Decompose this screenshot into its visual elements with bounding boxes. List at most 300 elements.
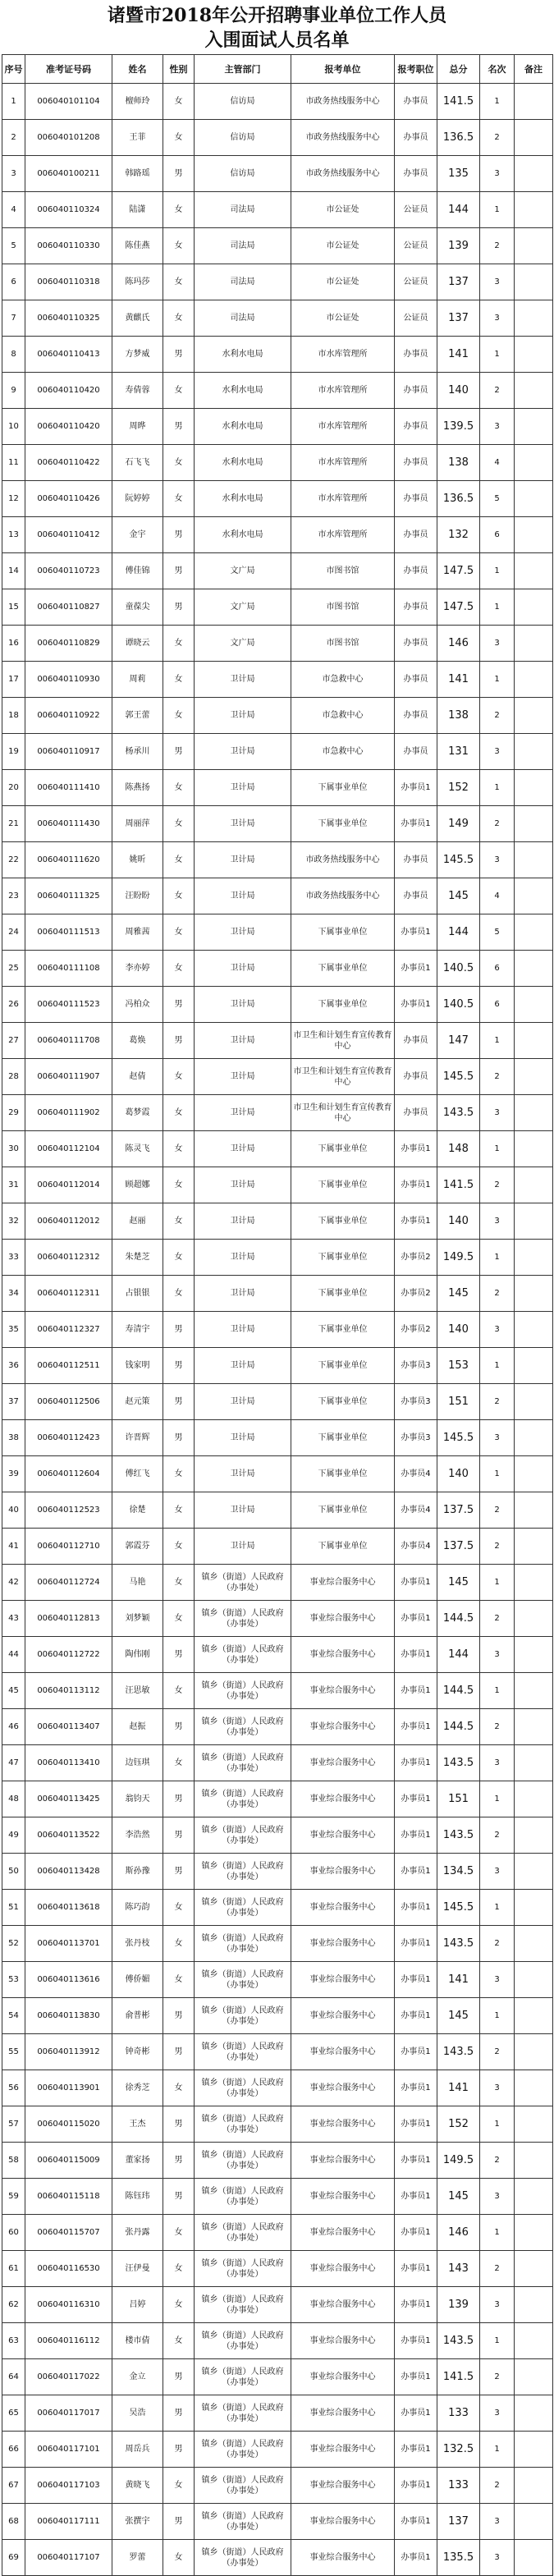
cell-name: 周莉 <box>112 662 163 698</box>
cell-index: 13 <box>2 517 25 553</box>
cell-score: 141 <box>437 662 480 698</box>
cell-exam-number: 006040117101 <box>25 2432 112 2468</box>
cell-gender: 女 <box>163 192 195 228</box>
cell-remark <box>515 2034 553 2070</box>
cell-exam-number: 006040115009 <box>25 2143 112 2179</box>
table-row <box>2 2323 553 2359</box>
cell-unit: 市水库管理所 <box>291 409 395 445</box>
cell-remark <box>515 2070 553 2106</box>
table-row <box>2 2034 553 2070</box>
cell-gender: 女 <box>163 481 195 517</box>
cell-unit: 事业综合服务中心 <box>291 2540 395 2576</box>
cell-gender: 女 <box>163 2251 195 2287</box>
cell-score: 145 <box>437 1998 480 2034</box>
table-row <box>2 1565 553 1601</box>
cell-remark <box>515 2143 553 2179</box>
cell-exam-number: 006040113407 <box>25 1709 112 1745</box>
cell-unit: 下属事业单位 <box>291 951 395 987</box>
cell-remark <box>515 1781 553 1817</box>
cell-department: 卫计局 <box>195 878 291 914</box>
cell-exam-number: 006040113830 <box>25 1998 112 2034</box>
cell-index: 8 <box>2 337 25 373</box>
cell-rank: 3 <box>480 409 515 445</box>
table-row <box>2 2540 553 2576</box>
cell-remark <box>515 987 553 1023</box>
table-row <box>2 337 553 373</box>
cell-remark <box>515 2504 553 2540</box>
cell-name: 杨承川 <box>112 734 163 770</box>
cell-exam-number: 006040112423 <box>25 1420 112 1456</box>
cell-gender: 女 <box>163 1131 195 1167</box>
cell-remark <box>515 1601 553 1637</box>
cell-department: 司法局 <box>195 192 291 228</box>
cell-score: 147.5 <box>437 589 480 626</box>
cell-name: 郭王蕾 <box>112 698 163 734</box>
cell-name: 谭晓云 <box>112 626 163 662</box>
cell-department: 卫计局 <box>195 770 291 806</box>
cell-position: 办事员1 <box>395 1781 437 1817</box>
cell-unit: 事业综合服务中心 <box>291 1854 395 1890</box>
cell-position: 办事员1 <box>395 2468 437 2504</box>
cell-index: 16 <box>2 626 25 662</box>
cell-exam-number: 006040112523 <box>25 1492 112 1529</box>
cell-unit: 下属事业单位 <box>291 987 395 1023</box>
table-row <box>2 1167 553 1203</box>
cell-gender: 女 <box>163 1673 195 1709</box>
cell-unit: 下属事业单位 <box>291 1276 395 1312</box>
cell-remark <box>515 481 553 517</box>
cell-position: 办事员1 <box>395 1890 437 1926</box>
cell-rank: 1 <box>480 1890 515 1926</box>
table-row <box>2 2251 553 2287</box>
cell-exam-number: 006040111523 <box>25 987 112 1023</box>
cell-gender: 男 <box>163 2106 195 2143</box>
cell-unit: 市水库管理所 <box>291 517 395 553</box>
cell-name: 边钰琪 <box>112 1745 163 1781</box>
cell-exam-number: 006040112813 <box>25 1601 112 1637</box>
cell-exam-number: 006040116310 <box>25 2287 112 2323</box>
table-row <box>2 2395 553 2432</box>
cell-score: 148 <box>437 1131 480 1167</box>
cell-unit: 市政务热线服务中心 <box>291 878 395 914</box>
cell-unit: 事业综合服务中心 <box>291 1709 395 1745</box>
cell-name: 陈玛莎 <box>112 264 163 300</box>
cell-index: 67 <box>2 2468 25 2504</box>
cell-index: 35 <box>2 1312 25 1348</box>
cell-position: 办事员1 <box>395 1131 437 1167</box>
cell-position: 办事员 <box>395 120 437 156</box>
cell-rank: 1 <box>480 2215 515 2251</box>
cell-score: 149 <box>437 806 480 842</box>
cell-department: 卫计局 <box>195 806 291 842</box>
cell-remark <box>515 1565 553 1601</box>
cell-unit: 下属事业单位 <box>291 770 395 806</box>
cell-exam-number: 006040110922 <box>25 698 112 734</box>
cell-score: 145.5 <box>437 1059 480 1095</box>
cell-exam-number: 006040113428 <box>25 1854 112 1890</box>
table-row <box>2 2106 553 2143</box>
table-row <box>2 1492 553 1529</box>
cell-score: 140 <box>437 1456 480 1492</box>
cell-position: 办事员 <box>395 481 437 517</box>
cell-position: 办事员4 <box>395 1456 437 1492</box>
cell-index: 27 <box>2 1023 25 1059</box>
candidate-table <box>2 54 553 2576</box>
cell-exam-number: 006040110829 <box>25 626 112 662</box>
cell-remark <box>515 84 553 120</box>
cell-name: 刘梦颖 <box>112 1601 163 1637</box>
cell-index: 38 <box>2 1420 25 1456</box>
cell-unit: 下属事业单位 <box>291 1384 395 1420</box>
cell-unit: 市公证处 <box>291 192 395 228</box>
table-row <box>2 373 553 409</box>
cell-rank: 2 <box>480 2359 515 2395</box>
cell-gender: 男 <box>163 1781 195 1817</box>
cell-exam-number: 006040112311 <box>25 1276 112 1312</box>
cell-department: 卫计局 <box>195 1420 291 1456</box>
cell-score: 152 <box>437 770 480 806</box>
table-row <box>2 300 553 337</box>
cell-remark <box>515 914 553 951</box>
cell-index: 40 <box>2 1492 25 1529</box>
table-body <box>2 84 553 2576</box>
cell-unit: 事业综合服务中心 <box>291 1998 395 2034</box>
cell-name: 赵振 <box>112 1709 163 1745</box>
table-row <box>2 228 553 264</box>
cell-unit: 事业综合服务中心 <box>291 1601 395 1637</box>
cell-score: 137.5 <box>437 1529 480 1565</box>
cell-name: 俞普彬 <box>112 1998 163 2034</box>
cell-score: 140.5 <box>437 987 480 1023</box>
table-row <box>2 1456 553 1492</box>
cell-exam-number: 006040113112 <box>25 1673 112 1709</box>
table-row <box>2 1384 553 1420</box>
cell-index: 53 <box>2 1962 25 1998</box>
cell-gender: 女 <box>163 842 195 878</box>
cell-position: 办事员1 <box>395 770 437 806</box>
cell-unit: 事业综合服务中心 <box>291 2468 395 2504</box>
cell-index: 24 <box>2 914 25 951</box>
cell-unit: 事业综合服务中心 <box>291 2251 395 2287</box>
cell-remark <box>515 1456 553 1492</box>
cell-department: 镇乡（街道）人民政府（办事处） <box>195 1565 291 1601</box>
table-row <box>2 1601 553 1637</box>
cell-department: 水利水电局 <box>195 481 291 517</box>
cell-score: 141 <box>437 337 480 373</box>
cell-index: 26 <box>2 987 25 1023</box>
cell-gender: 女 <box>163 2468 195 2504</box>
cell-unit: 市卫生和计划生育宣传教育中心 <box>291 1059 395 1095</box>
cell-unit: 下属事业单位 <box>291 914 395 951</box>
cell-position: 办事员1 <box>395 2287 437 2323</box>
cell-rank: 3 <box>480 156 515 192</box>
cell-rank: 1 <box>480 1673 515 1709</box>
cell-index: 68 <box>2 2504 25 2540</box>
cell-index: 29 <box>2 1095 25 1131</box>
cell-name: 徐秀芝 <box>112 2070 163 2106</box>
cell-position: 办事员1 <box>395 2106 437 2143</box>
cell-department: 镇乡（街道）人民政府（办事处） <box>195 1745 291 1781</box>
cell-index: 65 <box>2 2395 25 2432</box>
cell-gender: 女 <box>163 2070 195 2106</box>
cell-gender: 女 <box>163 2287 195 2323</box>
cell-score: 144 <box>437 192 480 228</box>
cell-exam-number: 006040101208 <box>25 120 112 156</box>
cell-rank: 2 <box>480 698 515 734</box>
table-row <box>2 1312 553 1348</box>
cell-name: 张撰宇 <box>112 2504 163 2540</box>
table-row <box>2 2215 553 2251</box>
cell-gender: 女 <box>163 1745 195 1781</box>
cell-score: 146 <box>437 2215 480 2251</box>
cell-unit: 事业综合服务中心 <box>291 1817 395 1854</box>
cell-score: 145 <box>437 878 480 914</box>
cell-rank: 1 <box>480 1565 515 1601</box>
cell-gender: 女 <box>163 914 195 951</box>
table-row <box>2 409 553 445</box>
cell-position: 办事员 <box>395 842 437 878</box>
cell-score: 143.5 <box>437 1745 480 1781</box>
cell-unit: 市急救中心 <box>291 698 395 734</box>
cell-position: 办事员1 <box>395 2143 437 2179</box>
cell-score: 144.5 <box>437 1601 480 1637</box>
cell-position: 办事员2 <box>395 1312 437 1348</box>
cell-unit: 事业综合服务中心 <box>291 2395 395 2432</box>
table-row <box>2 1420 553 1456</box>
cell-position: 办事员1 <box>395 914 437 951</box>
cell-rank: 1 <box>480 1781 515 1817</box>
cell-gender: 女 <box>163 806 195 842</box>
cell-score: 134.5 <box>437 1854 480 1890</box>
cell-index: 33 <box>2 1240 25 1276</box>
cell-score: 133 <box>437 2395 480 2432</box>
cell-department: 卫计局 <box>195 1529 291 1565</box>
cell-unit: 事业综合服务中心 <box>291 2432 395 2468</box>
cell-exam-number: 006040110325 <box>25 300 112 337</box>
header-score: 总分 <box>437 55 480 84</box>
cell-rank: 1 <box>480 770 515 806</box>
cell-position: 办事员 <box>395 878 437 914</box>
cell-name: 傅佳锦 <box>112 553 163 589</box>
cell-department: 卫计局 <box>195 1240 291 1276</box>
cell-position: 办事员 <box>395 626 437 662</box>
cell-score: 135 <box>437 156 480 192</box>
cell-exam-number: 006040112511 <box>25 1348 112 1384</box>
table-row <box>2 1926 553 1962</box>
cell-score: 144 <box>437 1637 480 1673</box>
cell-score: 153 <box>437 1348 480 1384</box>
table-row <box>2 1781 553 1817</box>
cell-remark <box>515 1998 553 2034</box>
cell-remark <box>515 770 553 806</box>
cell-exam-number: 006040111513 <box>25 914 112 951</box>
cell-rank: 2 <box>480 1276 515 1312</box>
cell-exam-number: 006040115118 <box>25 2179 112 2215</box>
cell-exam-number: 006040113522 <box>25 1817 112 1854</box>
cell-unit: 事业综合服务中心 <box>291 2215 395 2251</box>
cell-gender: 男 <box>163 1312 195 1348</box>
cell-position: 办事员1 <box>395 2540 437 2576</box>
cell-remark <box>515 156 553 192</box>
cell-remark <box>515 264 553 300</box>
cell-name: 寿倩蓉 <box>112 373 163 409</box>
cell-score: 149.5 <box>437 1240 480 1276</box>
cell-remark <box>515 1023 553 1059</box>
cell-name: 阮婷婷 <box>112 481 163 517</box>
cell-remark <box>515 300 553 337</box>
cell-rank: 1 <box>480 553 515 589</box>
cell-score: 145 <box>437 1565 480 1601</box>
cell-index: 57 <box>2 2106 25 2143</box>
cell-score: 132.5 <box>437 2432 480 2468</box>
cell-exam-number: 006040117111 <box>25 2504 112 2540</box>
cell-score: 151 <box>437 1781 480 1817</box>
cell-name: 李浩然 <box>112 1817 163 1854</box>
table-row <box>2 1673 553 1709</box>
cell-score: 138 <box>437 445 480 481</box>
table-row <box>2 1709 553 1745</box>
cell-name: 陈灵飞 <box>112 1131 163 1167</box>
cell-index: 15 <box>2 589 25 626</box>
cell-index: 42 <box>2 1565 25 1601</box>
cell-position: 办事员1 <box>395 2034 437 2070</box>
cell-index: 41 <box>2 1529 25 1565</box>
cell-rank: 2 <box>480 2143 515 2179</box>
cell-index: 10 <box>2 409 25 445</box>
cell-position: 办事员 <box>395 553 437 589</box>
cell-name: 斯孙豫 <box>112 1854 163 1890</box>
cell-index: 19 <box>2 734 25 770</box>
cell-gender: 女 <box>163 264 195 300</box>
cell-score: 136.5 <box>437 120 480 156</box>
cell-department: 卫计局 <box>195 662 291 698</box>
cell-name: 黄晓飞 <box>112 2468 163 2504</box>
cell-department: 镇乡（街道）人民政府（办事处） <box>195 1817 291 1854</box>
cell-department: 镇乡（街道）人民政府（办事处） <box>195 1709 291 1745</box>
table-row <box>2 734 553 770</box>
cell-exam-number: 006040112604 <box>25 1456 112 1492</box>
cell-position: 办事员1 <box>395 2504 437 2540</box>
cell-index: 49 <box>2 1817 25 1854</box>
cell-name: 钱家明 <box>112 1348 163 1384</box>
cell-gender: 男 <box>163 2504 195 2540</box>
cell-index: 51 <box>2 1890 25 1926</box>
cell-unit: 市政务热线服务中心 <box>291 842 395 878</box>
cell-position: 办事员1 <box>395 1601 437 1637</box>
cell-rank: 2 <box>480 1709 515 1745</box>
cell-rank: 3 <box>480 2179 515 2215</box>
cell-score: 131 <box>437 734 480 770</box>
cell-index: 63 <box>2 2323 25 2359</box>
cell-name: 翁钧天 <box>112 1781 163 1817</box>
cell-score: 145.5 <box>437 1890 480 1926</box>
cell-remark <box>515 1962 553 1998</box>
cell-name: 徐楚 <box>112 1492 163 1529</box>
cell-exam-number: 006040115707 <box>25 2215 112 2251</box>
cell-exam-number: 006040111325 <box>25 878 112 914</box>
cell-name: 汪思敏 <box>112 1673 163 1709</box>
cell-name: 陈巧韵 <box>112 1890 163 1926</box>
cell-name: 陈佳燕 <box>112 228 163 264</box>
header-remark: 备注 <box>515 55 553 84</box>
cell-unit: 事业综合服务中心 <box>291 2034 395 2070</box>
cell-exam-number: 006040110420 <box>25 373 112 409</box>
table-row <box>2 1348 553 1384</box>
cell-score: 133 <box>437 2468 480 2504</box>
cell-score: 144.5 <box>437 1709 480 1745</box>
cell-department: 信访局 <box>195 120 291 156</box>
cell-index: 34 <box>2 1276 25 1312</box>
cell-department: 水利水电局 <box>195 517 291 553</box>
cell-exam-number: 006040111410 <box>25 770 112 806</box>
cell-gender: 女 <box>163 1962 195 1998</box>
cell-unit: 下属事业单位 <box>291 1312 395 1348</box>
cell-position: 办事员 <box>395 445 437 481</box>
cell-index: 4 <box>2 192 25 228</box>
cell-position: 办事员1 <box>395 2395 437 2432</box>
cell-name: 赵倩 <box>112 1059 163 1095</box>
cell-department: 卫计局 <box>195 951 291 987</box>
cell-score: 135.5 <box>437 2540 480 2576</box>
cell-score: 147 <box>437 1023 480 1059</box>
cell-department: 镇乡（街道）人民政府（办事处） <box>195 2215 291 2251</box>
cell-rank: 2 <box>480 2468 515 2504</box>
header-gender: 性别 <box>163 55 195 84</box>
cell-rank: 1 <box>480 2432 515 2468</box>
cell-index: 12 <box>2 481 25 517</box>
cell-name: 郭霞芬 <box>112 1529 163 1565</box>
cell-exam-number: 006040110413 <box>25 337 112 373</box>
cell-gender: 女 <box>163 1059 195 1095</box>
cell-exam-number: 006040112012 <box>25 1203 112 1240</box>
cell-rank: 2 <box>480 1817 515 1854</box>
cell-unit: 事业综合服务中心 <box>291 1962 395 1998</box>
cell-rank: 3 <box>480 734 515 770</box>
cell-exam-number: 006040110422 <box>25 445 112 481</box>
cell-exam-number: 006040111620 <box>25 842 112 878</box>
cell-department: 镇乡（街道）人民政府（办事处） <box>195 1998 291 2034</box>
cell-position: 办事员1 <box>395 1745 437 1781</box>
cell-unit: 下属事业单位 <box>291 1456 395 1492</box>
cell-position: 公证员 <box>395 228 437 264</box>
cell-position: 办事员1 <box>395 2215 437 2251</box>
cell-index: 47 <box>2 1745 25 1781</box>
cell-department: 卫计局 <box>195 698 291 734</box>
cell-name: 陆潇 <box>112 192 163 228</box>
cell-position: 办事员3 <box>395 1420 437 1456</box>
cell-unit: 市政务热线服务中心 <box>291 84 395 120</box>
cell-name: 李亦婷 <box>112 951 163 987</box>
cell-name: 朱楚芝 <box>112 1240 163 1276</box>
cell-position: 办事员 <box>395 734 437 770</box>
cell-department: 信访局 <box>195 156 291 192</box>
cell-position: 公证员 <box>395 300 437 337</box>
cell-unit: 市水库管理所 <box>291 445 395 481</box>
cell-exam-number: 006040113410 <box>25 1745 112 1781</box>
cell-unit: 事业综合服务中心 <box>291 2179 395 2215</box>
cell-position: 办事员1 <box>395 1854 437 1890</box>
table-row <box>2 770 553 806</box>
cell-gender: 女 <box>163 698 195 734</box>
cell-department: 卫计局 <box>195 1203 291 1240</box>
cell-gender: 男 <box>163 1817 195 1854</box>
table-row <box>2 2287 553 2323</box>
cell-exam-number: 006040100211 <box>25 156 112 192</box>
cell-remark <box>515 1709 553 1745</box>
cell-index: 46 <box>2 1709 25 1745</box>
cell-remark <box>515 1312 553 1348</box>
cell-score: 149.5 <box>437 2143 480 2179</box>
